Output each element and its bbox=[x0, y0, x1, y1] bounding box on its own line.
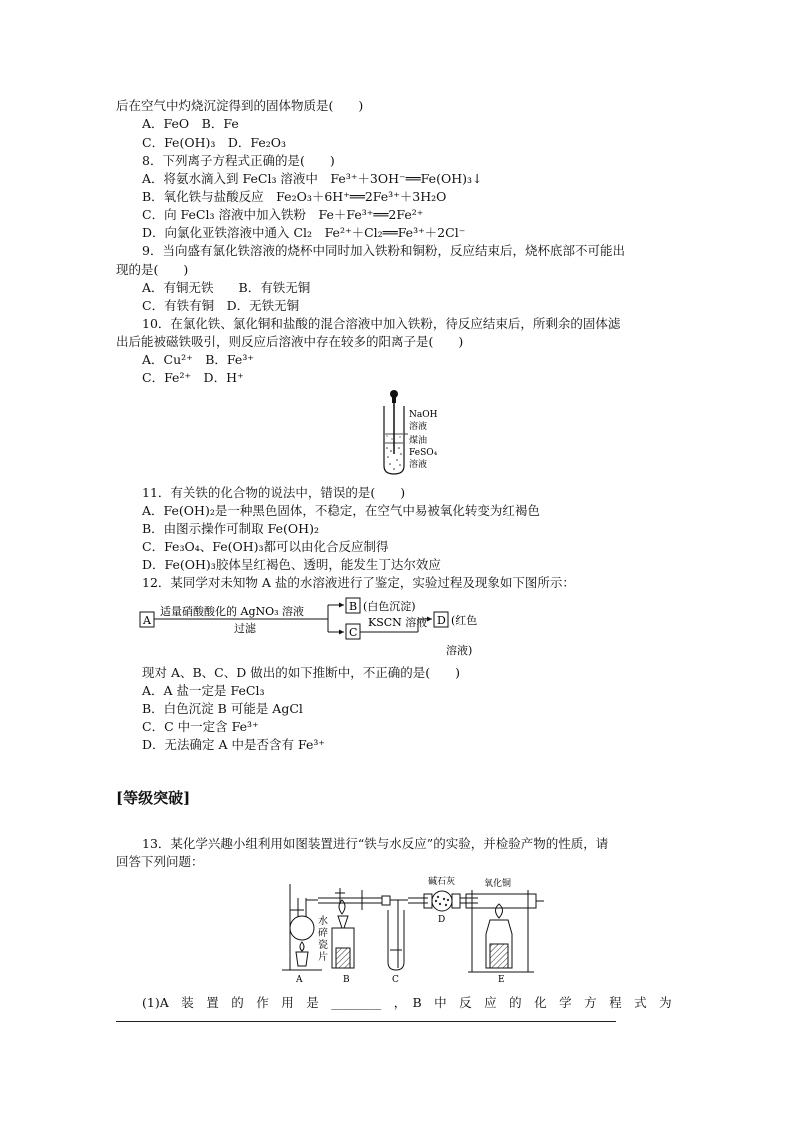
question-12: 12．某同学对未知物 A 盐的水溶液进行了鉴定，实验过程及现象如下图所示： bbox=[142, 575, 575, 590]
label-d: D bbox=[438, 915, 446, 925]
page-rule bbox=[116, 1021, 616, 1022]
option-line: A．将氨水滴入到 FeCl₃ 溶液中 Fe³⁺＋3OH⁻══Fe(OH)₃↓ bbox=[142, 171, 483, 186]
label-shard-1: 碎 bbox=[318, 928, 328, 939]
option-line: D．Fe(OH)₃胶体呈红褐色、透明，能发生丁达尔效应 bbox=[142, 557, 441, 572]
apparatus-figure bbox=[278, 870, 548, 986]
box-c-label: C bbox=[349, 626, 358, 639]
option-line: C．Fe²⁺ D．H⁺ bbox=[142, 370, 244, 385]
tube-label-feso4: FeSO₄ bbox=[409, 448, 438, 458]
label-cuo: 氧化铜 bbox=[484, 879, 512, 889]
test-tube-figure bbox=[372, 388, 462, 478]
question-12-prompt: 现对 A、B、C、D 做出的如下推断中，不正确的是( ) bbox=[142, 665, 461, 680]
option-line: C．Fe(OH)₃ D．Fe₂O₃ bbox=[142, 135, 287, 150]
text-line: 现的是( ) bbox=[116, 262, 189, 277]
question-10: 10．在氯化铁、氯化铜和盐酸的混合溶液中加入铁粉，待反应结束后，所剩余的固体滤 bbox=[142, 316, 621, 331]
d-result-label: (红色 bbox=[451, 614, 478, 627]
option-line: C．C 中一定含 Fe³⁺ bbox=[142, 719, 259, 734]
option-line: D．无法确定 A 中是否含有 Fe³⁺ bbox=[142, 737, 325, 752]
option-line: A．有铜无铁 B．有铁无铜 bbox=[142, 280, 311, 295]
flow-figure bbox=[138, 596, 498, 658]
question-11: 11．有关铁的化合物的说法中，错误的是( ) bbox=[142, 485, 406, 500]
option-line: C．有铁有铜 D．无铁无铜 bbox=[142, 298, 300, 313]
d-result-label-2: 溶液) bbox=[446, 644, 473, 657]
option-line: A．A 盐一定是 FeCl₃ bbox=[142, 683, 265, 698]
question-9: 9．当向盛有氯化铁溶液的烧杯中同时加入铁粉和铜粉，反应结束后，烧杯底部不可能出 bbox=[142, 243, 625, 258]
option-line: C．向 FeCl₃ 溶液中加入铁粉 Fe＋Fe³⁺══2Fe²⁺ bbox=[142, 207, 424, 222]
b-result-label: (白色沉淀) bbox=[363, 600, 416, 613]
option-line: B．由图示操作可制取 Fe(OH)₂ bbox=[142, 521, 319, 536]
kscn-label: KSCN 溶液 bbox=[368, 616, 428, 629]
label-shard-3: 片 bbox=[318, 952, 328, 963]
label-shard-2: 瓷 bbox=[318, 940, 328, 951]
label-water: 水 bbox=[318, 916, 328, 927]
option-line: C．Fe₃O₄、Fe(OH)₃都可以由化合反应制得 bbox=[142, 539, 389, 554]
option-line: A．Fe(OH)₂是一种黑色固体，不稳定，在空气中易被氧化转变为红褐色 bbox=[142, 503, 540, 518]
text-line: 出后能被磁铁吸引，则反应后溶液中存在较多的阳离子是( ) bbox=[116, 334, 464, 349]
tube-label-solution-2: 溶液 bbox=[409, 460, 428, 470]
box-b-label: B bbox=[349, 600, 358, 613]
label-e: E bbox=[498, 975, 505, 985]
filter-label: 过滤 bbox=[234, 622, 256, 635]
tube-label-naoh: NaOH bbox=[409, 410, 438, 420]
question-13: 13．某化学兴趣小组利用如图装置进行“铁与水反应”的实验，并检验产物的性质，请 bbox=[142, 836, 609, 851]
label-lime: 碱石灰 bbox=[428, 877, 456, 887]
label-b: B bbox=[343, 975, 350, 985]
option-line: D．向氯化亚铁溶液中通入 Cl₂ Fe²⁺＋Cl₂══Fe³⁺＋2Cl⁻ bbox=[142, 225, 466, 240]
text-line: 后在空气中灼烧沉淀得到的固体物质是( ) bbox=[116, 98, 364, 113]
reagent-label: 适量硝酸酸化的 AgNO₃ 溶液 bbox=[160, 605, 305, 618]
option-line: A．Cu²⁺ B．Fe³⁺ bbox=[142, 352, 254, 367]
option-line: A．FeO B．Fe bbox=[142, 116, 239, 131]
tube-label-kerosene: 煤油 bbox=[409, 436, 428, 446]
question-13-part-1: (1)A 装 置 的 作 用 是 ________ ， B 中 反 应 的 化 学 方 程 式 为 bbox=[142, 995, 672, 1010]
label-a: A bbox=[296, 975, 303, 985]
option-line: B．氧化铁与盐酸反应 Fe₂O₃＋6H⁺══2Fe³⁺＋3H₂O bbox=[142, 189, 447, 204]
box-a-label: A bbox=[143, 614, 151, 627]
box-d-label: D bbox=[437, 614, 446, 627]
option-line: B．白色沉淀 B 可能是 AgCl bbox=[142, 701, 303, 716]
label-c: C bbox=[392, 975, 399, 985]
section-heading: [等级突破] bbox=[116, 789, 191, 807]
text-line: 回答下列问题： bbox=[116, 854, 204, 869]
question-8: 8．下列离子方程式正确的是( ) bbox=[142, 153, 335, 168]
tube-label-solution: 溶液 bbox=[409, 422, 428, 432]
